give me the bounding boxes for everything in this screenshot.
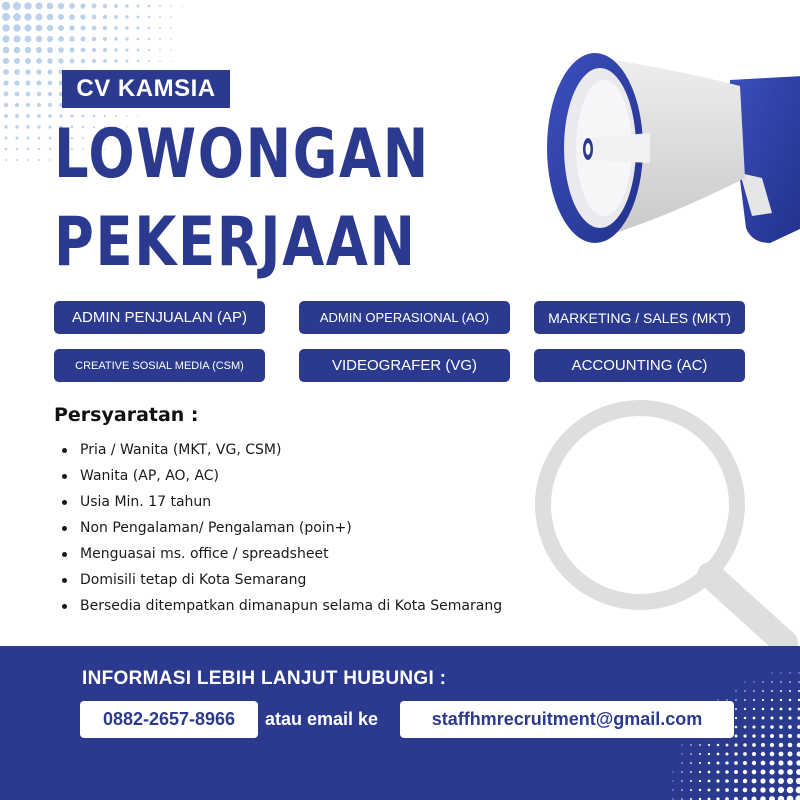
email-separator-text: atau email ke [265, 709, 379, 729]
position-accounting: ACCOUNTING (AC) [534, 349, 745, 382]
requirements-title: Persyaratan : [54, 404, 199, 426]
position-marketing-sales: MARKETING / SALES (MKT) [534, 301, 745, 334]
position-creative-sosial-media: CREATIVE SOSIAL MEDIA (CSM) [54, 349, 265, 382]
requirement-item: Domisili tetap di Kota Semarang [60, 567, 502, 593]
brand-label [62, 70, 230, 108]
requirement-item: Pria / Wanita (MKT, VG, CSM) [60, 437, 502, 463]
headline-line-2: PEKERJAAN [54, 203, 417, 282]
requirement-item: Menguasai ms. office / spreadsheet [60, 541, 502, 567]
position-admin-penjualan: ADMIN PENJUALAN (AP) [54, 301, 265, 334]
brand-name: CV KAMSIA [76, 75, 216, 102]
magnifier-icon [525, 395, 800, 655]
headline-line-1: LOWONGAN [54, 115, 430, 194]
requirement-item: Bersedia ditempatkan dimanapun selama di Kota Semarang [60, 593, 502, 619]
phone-number[interactable]: 0882-2657-8966 [80, 701, 258, 738]
requirement-item: Wanita (AP, AO, AC) [60, 463, 502, 489]
requirements-list [60, 437, 502, 619]
requirement-item: Usia Min. 17 tahun [60, 489, 502, 515]
position-admin-operasional: ADMIN OPERASIONAL (AO) [299, 301, 510, 334]
email-address[interactable]: staffhmrecruitment@gmail.com [400, 701, 734, 738]
position-videografer: VIDEOGRAFER (VG) [299, 349, 510, 382]
megaphone-icon [540, 38, 800, 268]
contact-title: INFORMASI LEBIH LANJUT HUBUNGI : [82, 668, 447, 689]
requirement-item: Non Pengalaman/ Pengalaman (poin+) [60, 515, 502, 541]
